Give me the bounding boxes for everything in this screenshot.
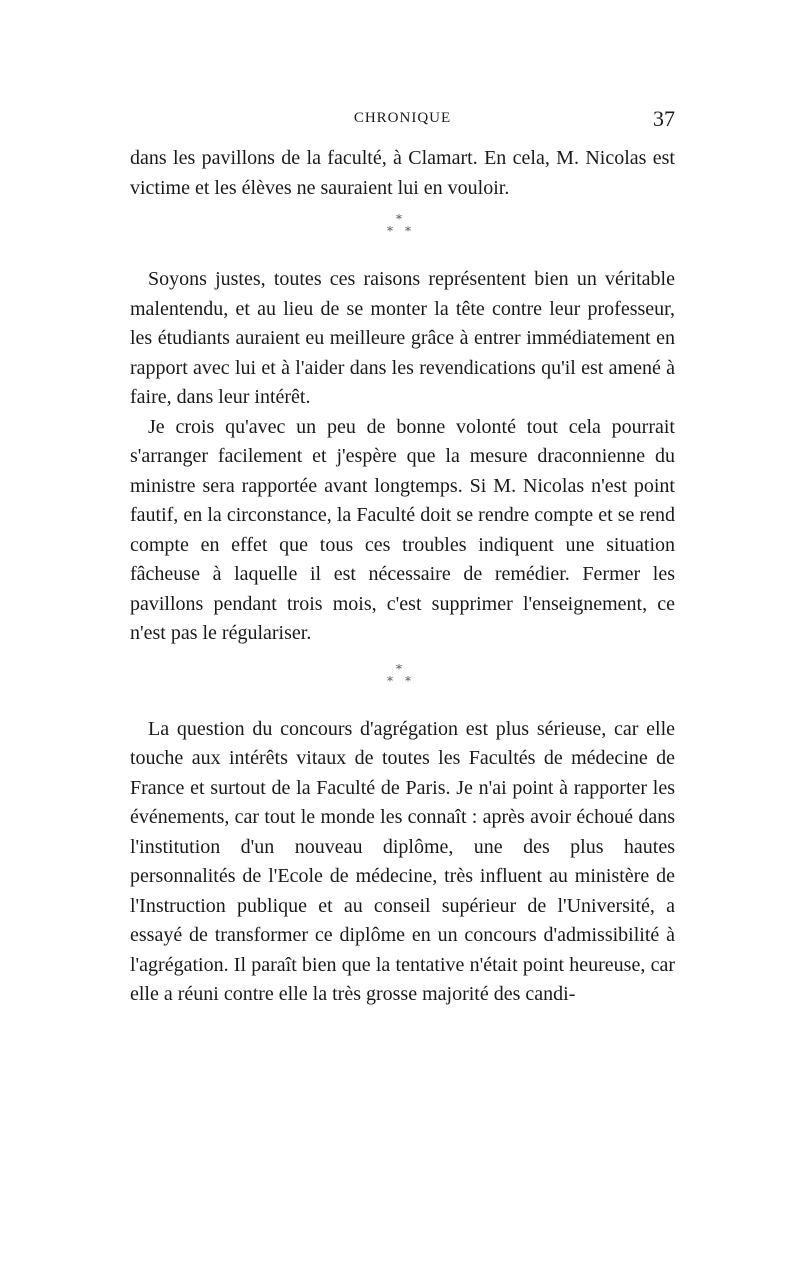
asterism-star: * — [387, 224, 393, 238]
paragraph-continuation: dans les pavillons de la faculté, à Clamart. En cela, M. Nicolas est victime et les élèves ne sauraient lui en vouloir. — [130, 147, 675, 199]
asterism-star: * — [396, 212, 402, 226]
paragraph-soyons: Soyons justes, toutes ces raisons représentent bien un véritable malentendu, et au lieu de se monter la tête contre leur professeur, les étudiants auraient eu meilleure grâce à entrer immédiatement en rapport avec lui et à l'aider dans les revendications qu'il est amené à faire, dans leur intérêt. — [130, 268, 675, 408]
book-page — [130, 106, 675, 1010]
asterism-divider-2 — [130, 649, 675, 715]
asterism-star: * — [405, 224, 411, 238]
paragraph-concours: La question du concours d'agrégation est plus sérieuse, car elle touche aux intérêts vitaux de toutes les Facultés de médecine de France et surtout de la Faculté de Paris. Je n'ai point à rapporter les événements, car tout le monde les connaît : après avoir échoué dans l'institution d'un nouveau diplôme, une des plus hautes personnalités de l'Ecole de médecine, très influent au ministère de l'Instruction publique et au conseil supérieur de l'Université, a essayé de transformer ce diplôme en un concours d'admissibilité à l'agrégation. Il paraît bien que la tentative n'était point heureuse, car elle a réuni contre elle la très grosse majorité des candi- — [130, 717, 675, 1005]
page-number: 37 — [653, 106, 675, 131]
asterism-star: * — [387, 673, 393, 688]
paragraph-je-crois: Je crois qu'avec un peu de bonne volonté tout cela pourrait s'arranger facilement et j'espère que la mesure draconnienne du ministre sera rapportée avant longtemps. Si M. Nicolas n'est point fautif, en la circonstance, la Faculté doit se rendre compte et se rend compte en effet que tous ces troubles indiquent une situation fâcheuse à laquelle il est nécessaire de remédier. Fermer les pavillons pendant trois mois, c'est supprimer l'enseignement, ce n'est pas le régulariser. — [130, 415, 675, 644]
asterism-star: * — [396, 661, 402, 676]
running-head — [130, 106, 675, 144]
running-title: CHRONIQUE — [353, 110, 452, 126]
asterism-divider-1 — [130, 203, 675, 265]
asterism-star: * — [405, 673, 411, 688]
